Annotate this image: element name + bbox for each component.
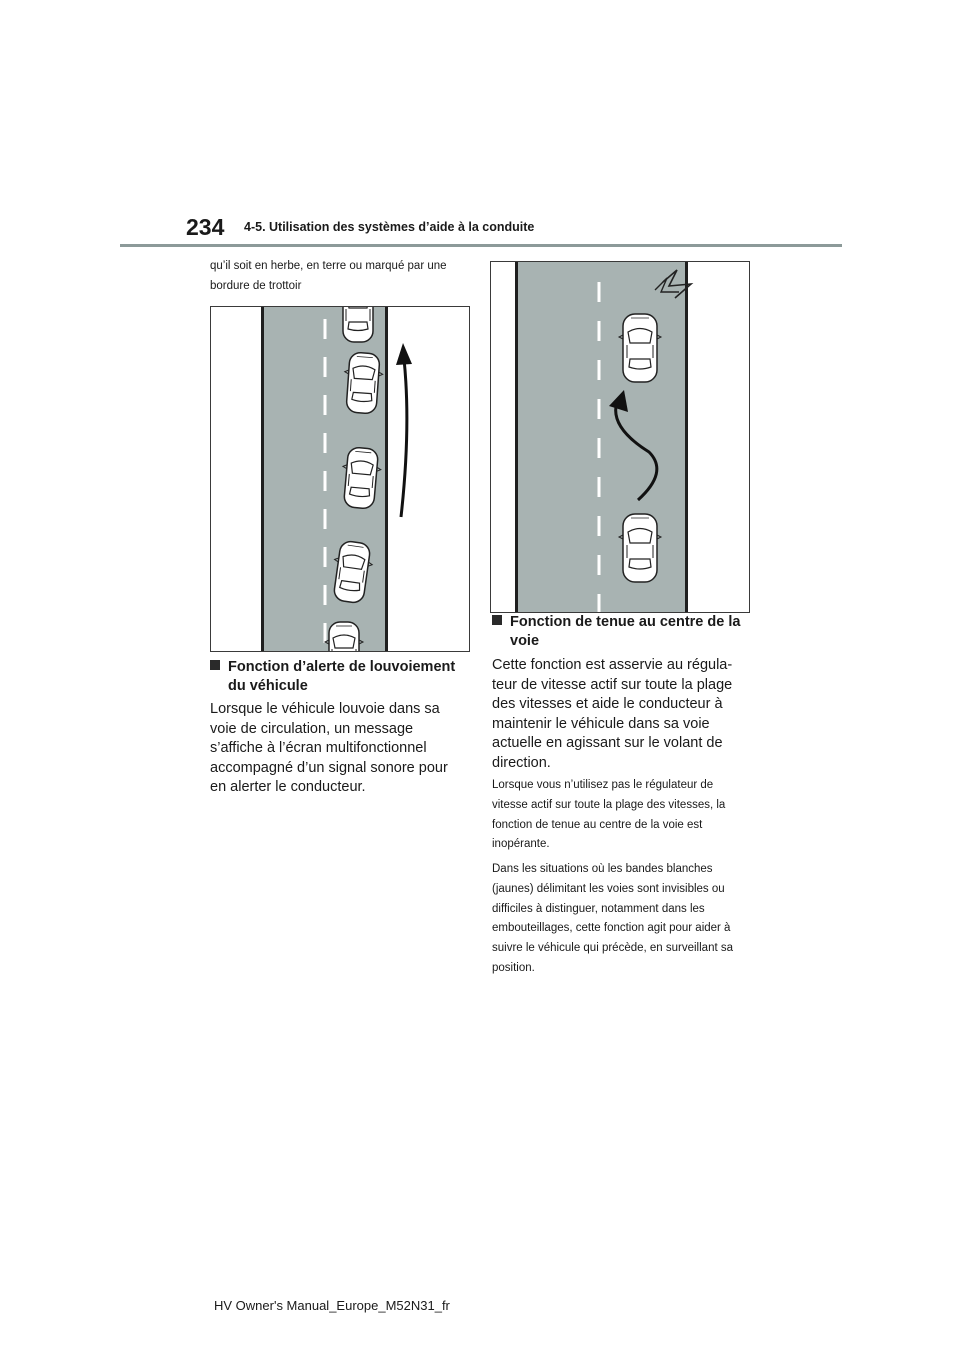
lane-centering-note-1: Lorsque vous n’utilisez pas le régulateur de vitesse actif sur toute la plage des vitesses, la fonction de tenue au centre de la voie est inopérante.: [492, 779, 726, 851]
road-surface: [517, 262, 687, 612]
right-edge-line: [385, 307, 388, 651]
header-rule: [120, 244, 842, 247]
lane-centering-body: Cette fonction est asservie au régula-teur de vitesse actif sur toute la plage des vitesses et aide le conducteur à maintenir le véhicule dans sa voie actuelle en agissant sur le volant de direction.: [492, 657, 733, 771]
lane-centering-illustration: [491, 262, 749, 612]
right-edge-line: [685, 262, 688, 612]
continued-paragraph: qu’il soit en herbe, en terre ou marqué par une bordure de trottoir: [210, 260, 447, 292]
section-header: 4-5. Utilisation des systèmes d’aide à la conduite: [244, 220, 535, 234]
square-bullet-icon: [492, 615, 502, 625]
car-icon: [619, 514, 661, 582]
drift-arrow-icon: [401, 359, 407, 517]
footer-manual-id: HV Owner's Manual_Europe_M52N31_fr: [214, 1298, 450, 1313]
car-icon: [325, 622, 363, 651]
figure-lane-departure: [210, 306, 470, 652]
arrow-head-icon: [396, 343, 412, 365]
lane-sway-heading: Fonction d’alerte de louvoiement du véhicule: [210, 658, 472, 696]
lane-sway-body: Lorsque le véhicule louvoie dans sa voie de circulation, un message s’affiche à l’écran multifonctionnel accompagné d’un signal sonore pour en alerter le conducteur.: [210, 701, 448, 795]
lane-departure-illustration: [211, 307, 469, 651]
lane-centering-note-2: Dans les situations où les bandes blanches (jaunes) délimitant les voies sont invisibles ou difficiles à distinguer, notamment dans les embouteillages, cette fonction agit pour aider à suivre le véhicule qui précède, en surveillant sa position.: [492, 863, 733, 974]
page-number: 234: [186, 214, 225, 240]
car-icon: [339, 307, 377, 342]
left-edge-line: [515, 262, 518, 612]
lane-centering-heading: Fonction de tenue au centre de la voie: [492, 613, 754, 651]
square-bullet-icon: [210, 660, 220, 670]
car-icon: [619, 314, 661, 382]
left-edge-line: [261, 307, 264, 651]
figure-lane-centering: [490, 261, 750, 613]
